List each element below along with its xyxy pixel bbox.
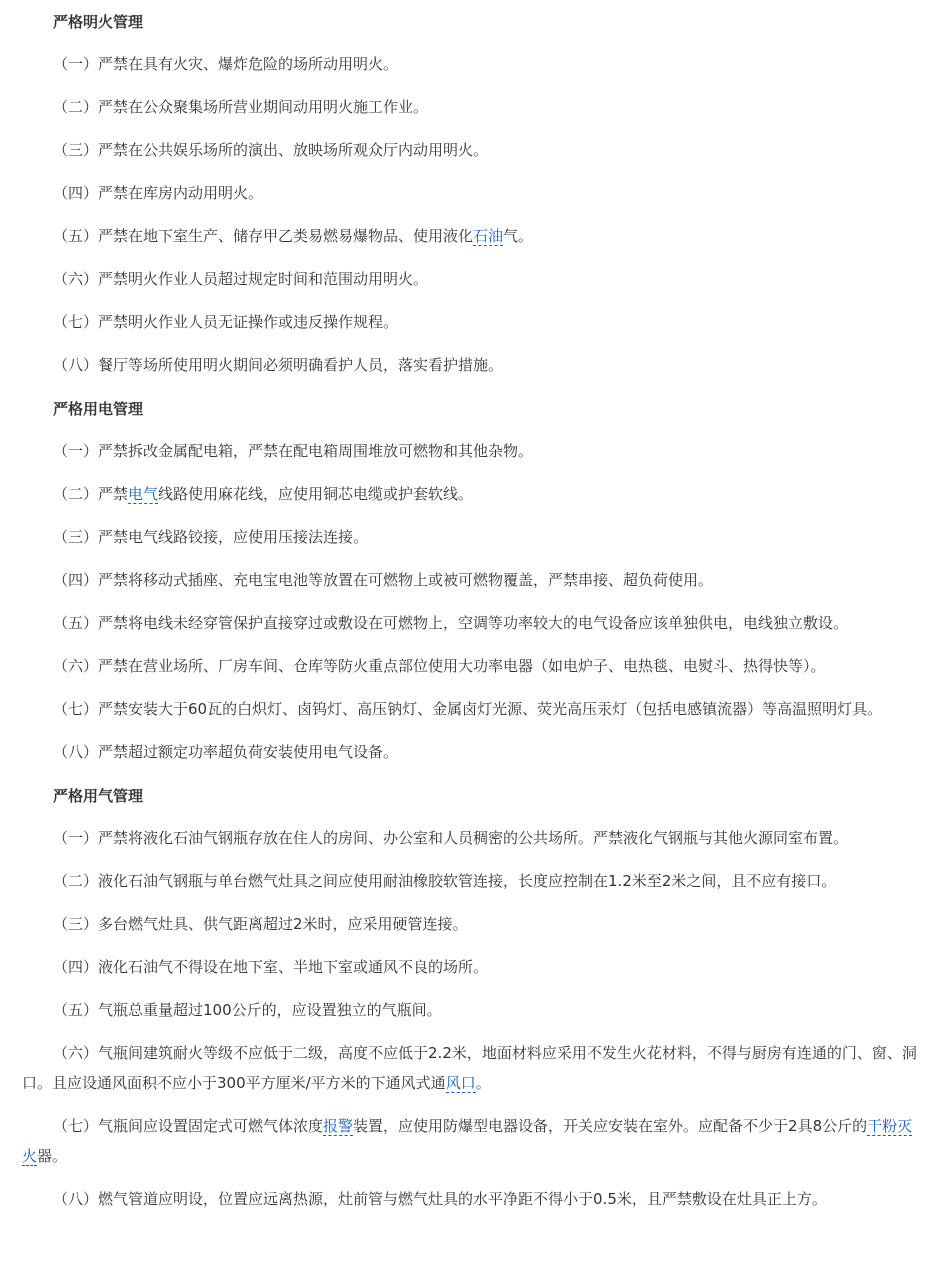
list-item [22,86,922,129]
list-item [22,946,922,989]
section-3 [22,774,922,1221]
list-item [22,860,922,903]
list-item [22,731,922,774]
list-item [22,516,922,559]
list-item [22,559,922,602]
item-text: 装置，应使用防爆型电器设备，开关应安装在室外。应配备不少于2具8公斤的 [353,1117,868,1135]
item-text: （五）严禁在地下室生产、储存甲乙类易燃易爆物品、使用液化 [53,227,474,245]
item-text: （六）气瓶间建筑耐火等级不应低于二级，高度不应低于2.2米，地面材料应采用不发生火花材料，不得与厨房有连通的门、窗、洞口。且应设通风面积不应小于300平方厘米/平方米的下通风式通 [22,1044,917,1092]
item-text: （六）严禁在营业场所、厂房车间、仓库等防火重点部位使用大功率电器（如电炉子、电热毯、电熨斗、热得快等）。 [53,657,826,675]
item-text: （三）严禁电气线路铰接，应使用压接法连接。 [53,528,369,546]
keyword-link[interactable]: 报警 [323,1117,354,1135]
item-text: （五）气瓶总重量超过100公斤的，应设置独立的气瓶间。 [53,1001,442,1019]
list-item [22,903,922,946]
section-heading: 严格用气管理 [53,787,144,805]
keyword-link[interactable]: 干粉灭火 [22,1117,913,1165]
section-heading: 严格用电管理 [53,400,144,418]
item-text: （三）严禁在公共娱乐场所的演出、放映场所观众厅内动用明火。 [53,141,489,159]
section-heading: 严格明火管理 [53,13,144,31]
list-item [22,602,922,645]
item-text: （七）严禁明火作业人员无证操作或违反操作规程。 [53,313,399,331]
item-text: （一）严禁拆改金属配电箱，严禁在配电箱周围堆放可燃物和其他杂物。 [53,442,534,460]
item-text: 。 [475,1074,491,1092]
item-text: （四）严禁在库房内动用明火。 [53,184,264,202]
keyword-link[interactable]: 石油 [473,227,504,245]
item-text: （五）严禁将电线未经穿管保护直接穿过或敷设在可燃物上，空调等功率较大的电气设备应该单独供电，电线独立敷设。 [53,614,849,632]
list-item [22,43,922,86]
list-item [22,473,922,516]
item-text: （四）严禁将移动式插座、充电宝电池等放置在可燃物上或被可燃物覆盖，严禁串接、超负荷使用。 [53,571,714,589]
list-item [22,129,922,172]
item-text: （八）严禁超过额定功率超负荷安装使用电气设备。 [53,743,399,761]
list-item [22,172,922,215]
list-item [22,989,922,1032]
item-text: （二）液化石油气钢瓶与单台燃气灶具之间应使用耐油橡胶软管连接，长度应控制在1.2米至2米之间，且不应有接口。 [53,872,837,890]
list-item [22,430,922,473]
keyword-link[interactable]: 风口 [445,1074,476,1092]
item-text: （八）餐厅等场所使用明火期间必须明确看护人员，落实看护措施。 [53,356,504,374]
list-item [22,1178,922,1221]
item-text: （八）燃气管道应明设，位置应远离热源，灶前管与燃气灶具的水平净距不得小于0.5米，且严禁敷设在灶具正上方。 [53,1190,827,1208]
item-text: （四）液化石油气不得设在地下室、半地下室或通风不良的场所。 [53,958,489,976]
item-text: （一）严禁将液化石油气钢瓶存放在住人的房间、办公室和人员稠密的公共场所。严禁液化气钢瓶与其他火源同室布置。 [53,829,849,847]
list-item [22,688,922,731]
item-text: （六）严禁明火作业人员超过规定时间和范围动用明火。 [53,270,429,288]
item-text: （七）严禁安装大于60瓦的白炽灯、卤钨灯、高压钠灯、金属卤灯光源、荧光高压汞灯（包括电感镇流器）等高温照明灯具。 [53,700,883,718]
list-item [22,215,922,258]
list-item [22,645,922,688]
item-text: （一）严禁在具有火灾、爆炸危险的场所动用明火。 [53,55,399,73]
list-item [22,301,922,344]
section-1 [22,0,922,387]
item-text: （三）多台燃气灶具、供气距离超过2米时，应采用硬管连接。 [53,915,468,933]
item-text: 线路使用麻花线，应使用铜芯电缆或护套软线。 [158,485,474,503]
item-text: 器。 [37,1147,68,1165]
list-item [22,817,922,860]
document-body [22,0,922,1221]
item-text: 气。 [503,227,534,245]
list-item [22,1032,922,1105]
list-item [22,1105,922,1178]
item-text: （七）气瓶间应设置固定式可燃气体浓度 [53,1117,324,1135]
item-text: （二）严禁 [53,485,129,503]
section-2 [22,387,922,774]
list-item [22,344,922,387]
list-item [22,258,922,301]
keyword-link[interactable]: 电气 [128,485,159,503]
item-text: （二）严禁在公众聚集场所营业期间动用明火施工作业。 [53,98,429,116]
